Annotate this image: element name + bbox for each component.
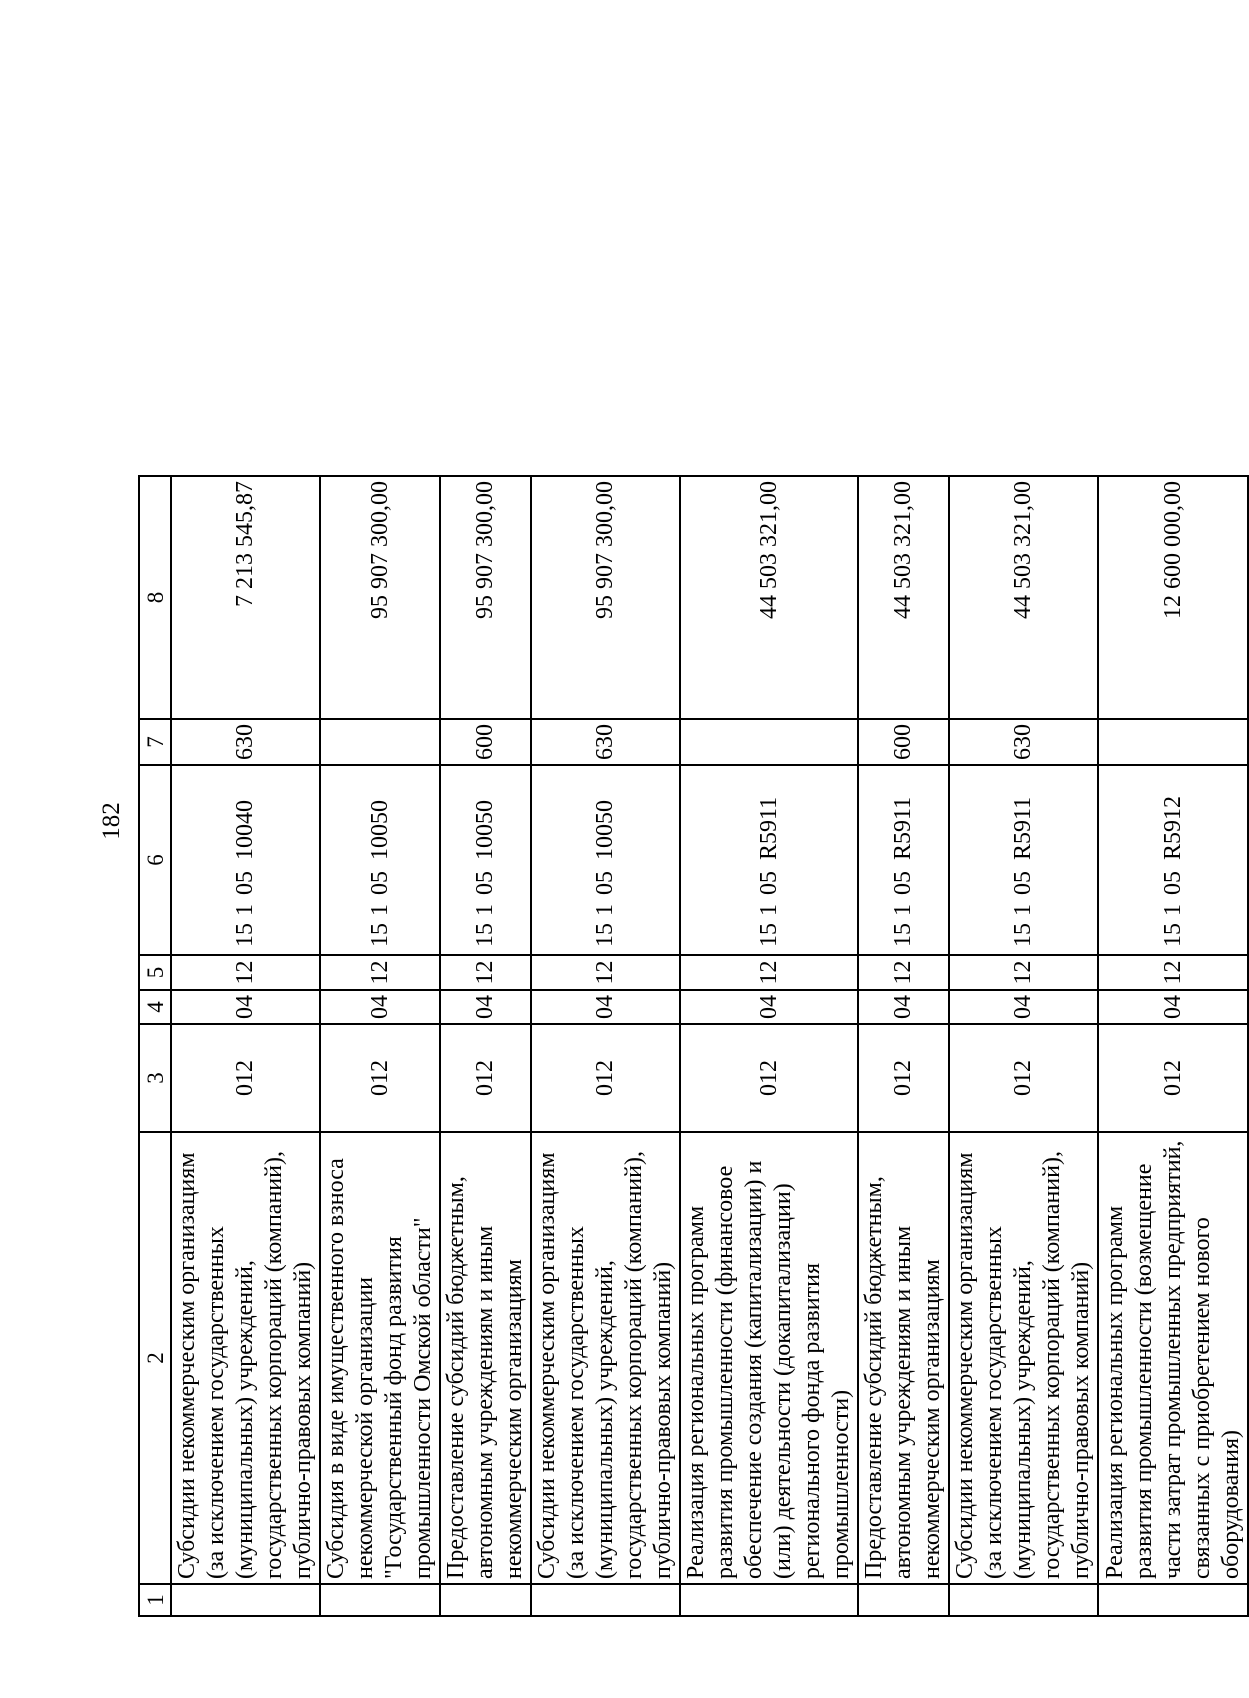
col-header: 3 [139,1024,171,1132]
table-row [440,476,531,1616]
description-cell: Реализация региональных программ развития промышленности (финансовое обеспечение создания (капитализации) и (или) деятельности (докапитализации) регионального фонда развития промышленности) [680,1132,858,1584]
row-number-cell [1098,1584,1248,1616]
amount-cell: 95 907 300,00 [531,476,680,719]
section-cell: 04 [680,990,858,1024]
row-number-cell [680,1584,858,1616]
section-cell: 04 [440,990,531,1024]
description-cell: Реализация региональных программ развития промышленности (возмещение части затрат промышленных предприятий, связанных с приобретением нового оборудования) [1098,1132,1248,1584]
ministry-code-cell: 012 [949,1024,1098,1132]
article-code-part: 10040 [232,800,258,860]
article-code-part: 1 [755,904,782,916]
target-article-cell [949,765,1098,955]
col-header: 8 [139,476,171,719]
target-article-cell [440,765,531,955]
article-code-part: 05 [1010,871,1036,895]
col-header: 7 [139,719,171,765]
ministry-code-cell: 012 [320,1024,440,1132]
article-code-part: R5911 [1010,796,1036,860]
article-code-part: 15 [1159,923,1186,947]
expense-type-cell: 630 [531,719,680,765]
amount-cell: 44 503 321,00 [680,476,858,719]
expense-type-cell: 630 [171,719,320,765]
ministry-code-cell: 012 [531,1024,680,1132]
expense-type-cell [680,719,858,765]
table-row [171,476,320,1616]
description-cell: Субсидии некоммерческим организациям (за исключением государственных (муниципальных) учреждений, государственных корпораций (компаний), публично-правовых компаний) [949,1132,1098,1584]
article-code-part: 10050 [366,800,393,860]
row-number-cell [440,1584,531,1616]
table-row [680,476,858,1616]
article-code-part: 05 [890,871,916,895]
target-article-cell [531,765,680,955]
amount-cell: 44 503 321,00 [858,476,949,719]
target-article-cell [680,765,858,955]
header-row [139,476,171,1616]
page-number: 182 [98,802,125,840]
article-code-part: R5911 [890,796,916,860]
expense-type-cell [320,719,440,765]
article-code-part: 1 [890,904,916,916]
subsection-cell: 12 [171,955,320,990]
subsection-cell: 12 [949,955,1098,990]
ministry-code-cell: 012 [1098,1024,1248,1132]
article-code-part: 1 [1159,904,1186,916]
ministry-code-cell: 012 [171,1024,320,1132]
target-article-cell [171,765,320,955]
article-code-part: 05 [755,871,782,895]
subsection-cell: 12 [680,955,858,990]
description-cell: Предоставление субсидий бюджетным, автономным учреждениям и иным некоммерческим организациям [858,1132,949,1584]
col-header: 5 [139,955,171,990]
article-code-part: 05 [232,871,258,895]
amount-cell: 95 907 300,00 [440,476,531,719]
article-code-part: 15 [890,923,916,947]
article-code-part: 15 [472,923,498,947]
row-number-cell [531,1584,680,1616]
amount-cell: 95 907 300,00 [320,476,440,719]
col-header: 1 [139,1584,171,1616]
subsection-cell: 12 [440,955,531,990]
target-article-cell [1098,765,1248,955]
section-cell: 04 [531,990,680,1024]
description-cell: Субсидии некоммерческим организациям (за исключением государственных (муниципальных) учреждений, государственных корпораций (компаний), публично-правовых компаний) [531,1132,680,1584]
article-code-part: 15 [232,923,258,947]
article-code-part: 05 [592,871,618,895]
col-header: 4 [139,990,171,1024]
description-cell: Предоставление субсидий бюджетным, автономным учреждениям и иным некоммерческим организациям [440,1132,531,1584]
article-code-part: 15 [755,923,782,947]
target-article-cell [320,765,440,955]
subsection-cell: 12 [531,955,680,990]
table-row [320,476,440,1616]
description-cell: Субсидии некоммерческим организациям (за исключением государственных (муниципальных) учреждений, государственных корпораций (компаний), публично-правовых компаний) [171,1132,320,1584]
section-cell: 04 [858,990,949,1024]
section-cell: 04 [171,990,320,1024]
ministry-code-cell: 012 [440,1024,531,1132]
article-code-part: 15 [592,923,618,947]
article-code-part: 05 [1159,871,1186,895]
article-code-part: R5911 [755,796,782,860]
ministry-code-cell: 012 [858,1024,949,1132]
expense-type-cell: 600 [440,719,531,765]
article-code-part: 15 [1010,923,1036,947]
description-cell: Субсидия в виде имущественного взноса некоммерческой организации "Государственный фонд развития промышленности Омской области" [320,1132,440,1584]
expense-type-cell [1098,719,1248,765]
table-row [531,476,680,1616]
row-number-cell [858,1584,949,1616]
table-row [858,476,949,1616]
subsection-cell: 12 [320,955,440,990]
row-number-cell [171,1584,320,1616]
subsection-cell: 12 [858,955,949,990]
expense-type-cell: 600 [858,719,949,765]
article-code-part: 1 [592,904,618,916]
amount-cell: 12 600 000,00 [1098,476,1248,719]
article-code-part: 1 [366,904,393,916]
subsection-cell: 12 [1098,955,1248,990]
expense-type-cell: 630 [949,719,1098,765]
article-code-part: 1 [1010,904,1036,916]
col-header: 2 [139,1132,171,1584]
article-code-part: 1 [232,904,258,916]
amount-cell: 7 213 545,87 [171,476,320,719]
section-cell: 04 [320,990,440,1024]
section-cell: 04 [949,990,1098,1024]
table-row [1098,476,1248,1616]
section-cell: 04 [1098,990,1248,1024]
article-code-part: 1 [472,904,498,916]
amount-cell: 44 503 321,00 [949,476,1098,719]
article-code-part: 10050 [592,800,618,860]
article-code-part: 15 [366,923,393,947]
article-code-part: 05 [472,871,498,895]
budget-table [138,475,1249,1617]
article-code-part: 05 [366,871,393,895]
row-number-cell [949,1584,1098,1616]
article-code-part: 10050 [472,800,498,860]
table-row [949,476,1098,1616]
target-article-cell [858,765,949,955]
col-header: 6 [139,765,171,955]
article-code-part: R5912 [1159,795,1186,860]
ministry-code-cell: 012 [680,1024,858,1132]
row-number-cell [320,1584,440,1616]
